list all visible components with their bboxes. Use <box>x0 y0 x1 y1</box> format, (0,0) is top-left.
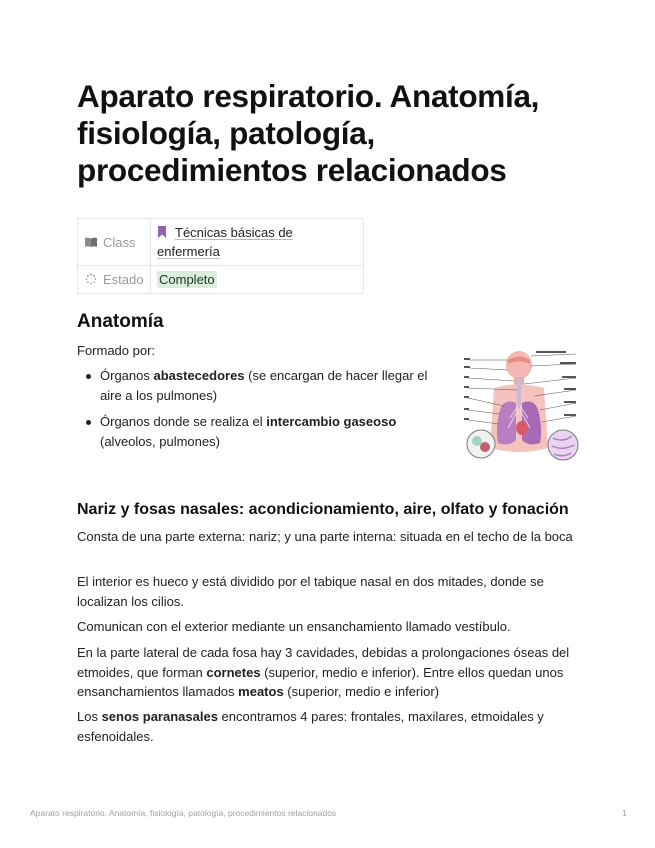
property-key-estado <box>78 266 151 294</box>
list-item: Órganos abastecedores (se encargan de hacer llegar el aire a los pulmones) <box>77 366 437 405</box>
property-key-label: Class <box>103 234 136 250</box>
bookmark-icon <box>157 226 167 238</box>
property-value-class[interactable] <box>151 219 364 266</box>
properties-table <box>77 218 364 294</box>
section-heading-anatomia: Anatomía <box>77 311 164 332</box>
list-item: Órganos donde se realiza el intercambio gaseoso (alveolos, pulmones) <box>77 412 437 451</box>
status-badge[interactable]: Completo <box>159 272 215 287</box>
respiratory-system-diagram <box>464 348 579 464</box>
nariz-paragraph-4: En la parte lateral de cada fosa hay 3 cavidades, debidas a prolongaciones óseas del etmoides, que forman cornetes (superior, medio e inferior). Entre ellos quedan unos ensanchamientos llamados meatos (superior, medio e inferior) <box>77 645 570 699</box>
nariz-paragraph-2: El interior es hueco y está dividido por el tabique nasal en dos mitades, donde se localizan los cilios. <box>77 574 544 609</box>
footer-document-title: Aparato respiratorio. Anatomía, fisiología, patología, procedimientos relacionados <box>30 808 337 818</box>
footer-page-number: 1 <box>622 808 627 818</box>
nariz-paragraph-3: Comunican con el exterior mediante un ensanchamiento llamado vestíbulo. <box>77 619 511 634</box>
nariz-paragraph-1: Consta de una parte externa: nariz; y una parte interna: situada en el techo de la boca <box>77 529 573 544</box>
loading-icon <box>84 273 98 285</box>
property-key-label: Estado <box>103 272 144 287</box>
property-key-class <box>78 219 151 266</box>
anatomia-intro: Formado por: <box>77 343 156 358</box>
page-title: Aparato respiratorio. Anatomía, fisiología, patología, procedimientos relacionados <box>77 78 540 188</box>
nariz-paragraph-5: Los senos paranasales encontramos 4 pares: frontales, maxilares, etmoidales y esfenoidales. <box>77 709 544 744</box>
section-heading-nariz: Nariz y fosas nasales: acondicionamiento, aire, olfato y fonación <box>77 501 569 518</box>
property-row-class <box>78 219 364 266</box>
book-icon <box>84 236 98 248</box>
anatomia-list <box>77 366 437 458</box>
property-value-estado[interactable] <box>151 266 364 294</box>
class-link[interactable]: Técnicas básicas de enfermería <box>157 225 293 259</box>
property-row-estado <box>78 266 364 294</box>
